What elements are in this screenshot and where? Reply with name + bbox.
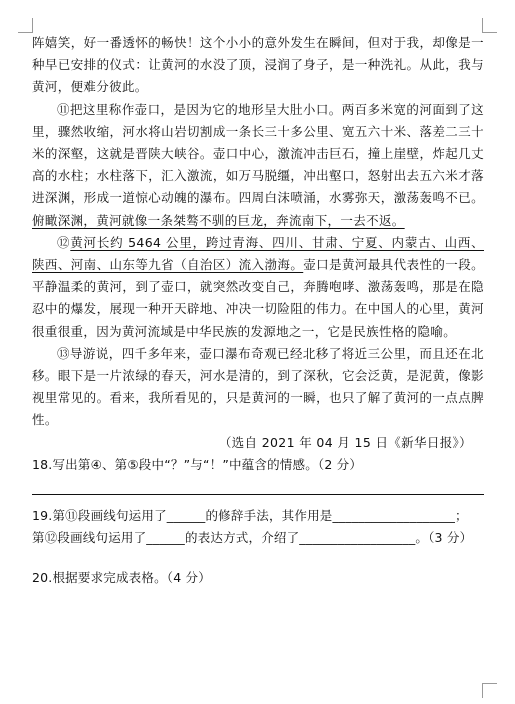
document-body	[32, 32, 484, 590]
question-19-line-1: 19.第⑪段画线句运用了______的修辞手法，其作用是___________________；	[32, 508, 468, 524]
paragraph-12	[32, 232, 484, 343]
paragraph-12-text: 壶口是黄河最具代表性的一段。平静温柔的黄河，到了壶口，就突然改变自己，奔腾咆哮、激荡轰鸣，那是在隐忍中的爆发，展现一种开天辟地、冲决一切险阻的伟力。在中国人的心里，黄河很重很重，因为黄河流域是中华民族的发源地之一，它是民族性格的隐喻。	[32, 257, 484, 339]
question-19-line-2: 第⑫段画线句运用了______的表达方式，介绍了__________________。（3 分）	[32, 530, 473, 546]
question-20: 20.根据要求完成表格。（4 分）	[32, 570, 211, 586]
question-18: 18.写出第④、第⑤段中“？”与“！”中蕴含的情感。（2 分）	[32, 456, 363, 472]
page-corner-mark-bottom-right	[482, 683, 497, 698]
page-corner-mark-top-right	[482, 18, 497, 33]
source-citation: （选自 2021 年 04 月 15 日《新华日报》）	[218, 434, 472, 450]
paragraph-12-underlined-sentence: 黄河长约 5464 公里，跨过青海、四川、甘肃、宁夏、内蒙古、山西、陕西、河南、山东等九省（自治区）流入渤海。	[32, 234, 484, 273]
page-corner-mark-top-left	[18, 18, 33, 33]
paragraph-11-underlined-sentence: 俯瞰深渊，黄河就像一条桀骜不驯的巨龙，奔流南下，一去不返。	[32, 212, 405, 228]
paragraph-13: ⑬导游说，四千多年来，壶口瀑布奇观已经北移了将近三公里，而且还在北移。眼下是一片浓绿的春天，河水是清的，到了深秋，它会泛黄，是泥黄，像影视里常见的。看来，我所看见的，只是黄河的一瞬，也只了解了黄河的一点点脾性。	[32, 345, 484, 428]
paragraph-11-text: ⑪把这里称作壶口，是因为它的地形呈大肚小口。两百多米宽的河面到了这里，骤然收缩，河水将山岩切割成一条长三十多公里、宽五六十米、落差二三十米的深壑，这就是晋陕大峡谷。壶口中心，激流冲击巨石，撞上崖壁，炸起几丈高的水柱；水柱落下，汇入激流，如万马脱缰，冲出壑口，怒射出去五六米才落进深渊，形成一道惊心动魄的瀑布。四周白沫喷涌，水雾弥天，激荡轰鸣不已。	[32, 101, 484, 206]
paragraph-11	[32, 99, 484, 232]
question-18-answer-line[interactable]	[32, 494, 484, 495]
paragraph-continuation: 阵嬉笑，好一番透怀的畅快！这个小小的意外发生在瞬间，但对于我，却像是一种早已安排的仪式：让黄河的水没了顶，浸润了身子，是一种洗礼。从此，我与黄河，便难分彼此。	[32, 35, 484, 95]
paragraph-12-number: ⑫	[57, 234, 71, 250]
